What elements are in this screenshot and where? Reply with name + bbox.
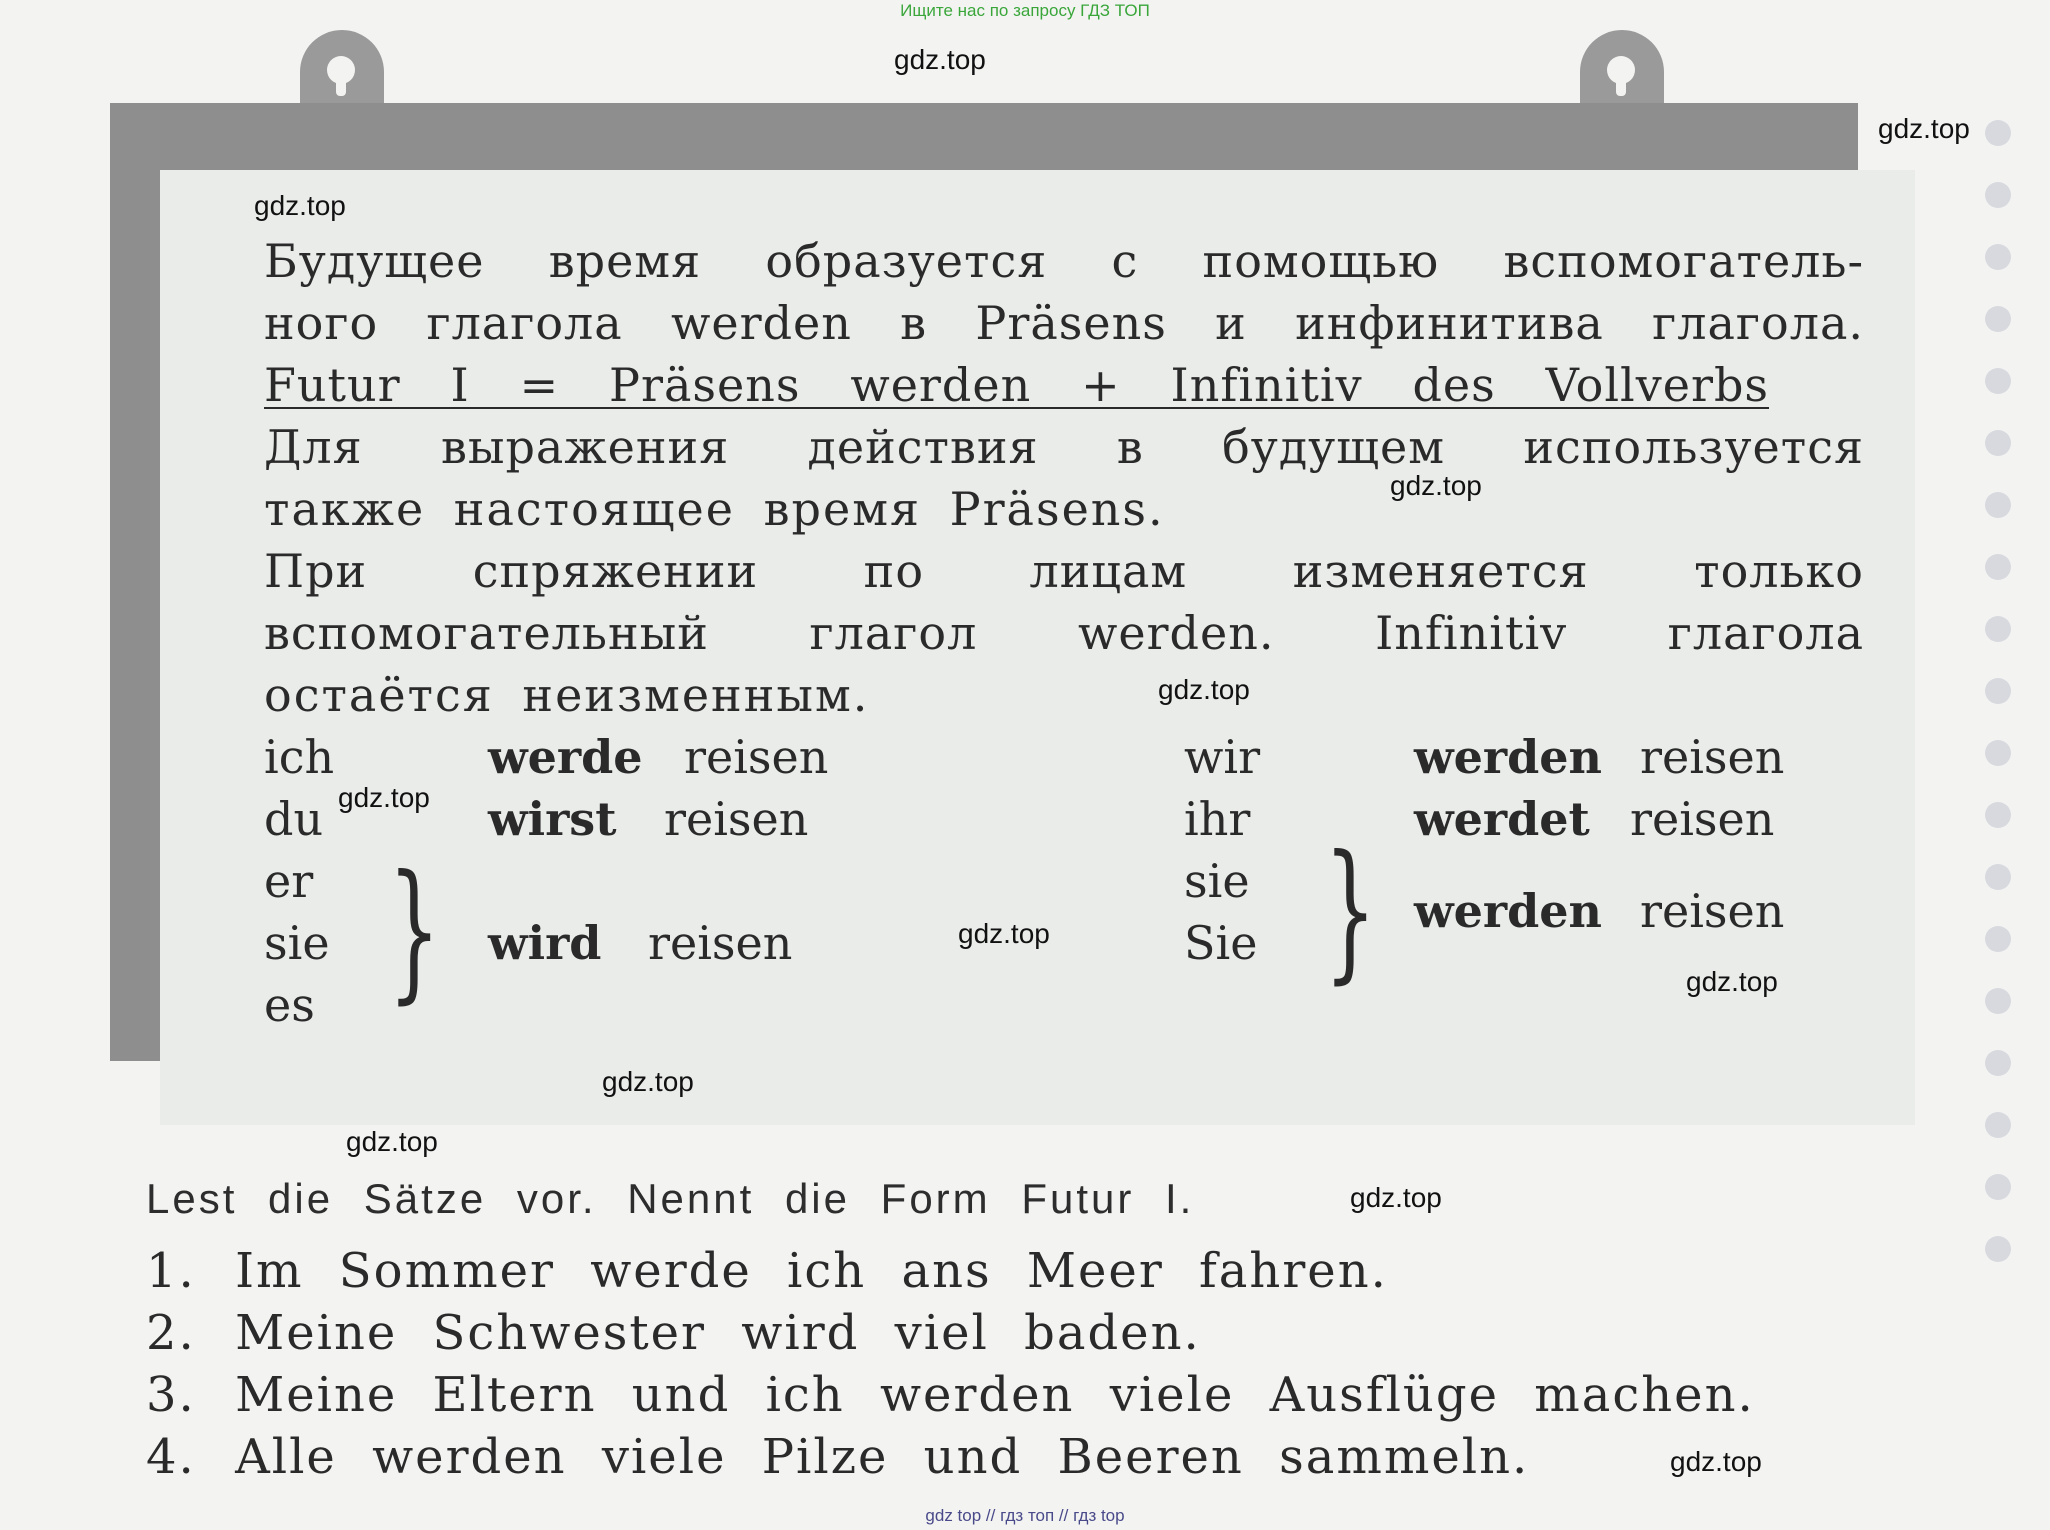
watermark: gdz.top (958, 918, 1050, 949)
pronoun: sie (1184, 854, 1250, 908)
watermark: gdz.top (1878, 113, 1970, 144)
rule-line: вспомогательный глагол werden. Infinitiv глагола (264, 606, 1864, 660)
auxiliary-verb: werden (1414, 730, 1602, 784)
watermark: gdz.top (894, 44, 986, 75)
exercise-instruction: Lest die Sätze vor. Nennt die Form Futur I. (146, 1175, 1195, 1222)
sentence-item: 1. Im Sommer werde ich ans Meer fahren. (146, 1243, 1388, 1299)
pronoun: sie (264, 916, 330, 970)
page-edge-dots (1985, 120, 2011, 1298)
infinitive: reisen (1640, 884, 1785, 938)
watermark: gdz.top (346, 1126, 438, 1157)
pronoun: Sie (1184, 916, 1258, 970)
conjugation-table (264, 726, 1864, 1046)
exercise-sentences (146, 1240, 1755, 1488)
auxiliary-verb: wirst (488, 792, 617, 846)
rule-line: ного глагола werden в Präsens и инфинитива глагола. (264, 296, 1864, 350)
sentence-item: 3. Meine Eltern und ich werden viele Ausflüge machen. (146, 1367, 1755, 1423)
watermark: gdz.top (602, 1066, 694, 1097)
infinitive: reisen (1640, 730, 1785, 784)
infinitive: reisen (684, 730, 829, 784)
auxiliary-verb: werdet (1414, 792, 1590, 846)
watermark: gdz.top (1670, 1446, 1762, 1477)
infinitive: reisen (1630, 792, 1775, 846)
pronoun: er (264, 854, 314, 908)
watermark: gdz.top (1686, 966, 1778, 997)
sentence-item: 4. Alle werden viele Pilze und Beeren sammeln. (146, 1429, 1530, 1485)
grammar-rule-text (264, 230, 1864, 726)
pronoun: ihr (1184, 792, 1251, 846)
watermark: gdz.top (1158, 674, 1250, 705)
pronoun: du (264, 792, 324, 846)
infinitive: reisen (648, 916, 793, 970)
auxiliary-verb: werden (1414, 884, 1602, 938)
rule-line: Будущее время образуется с помощью вспомогатель- (264, 234, 1864, 288)
pronoun: ich (264, 730, 335, 784)
right-brace: } (1324, 824, 1377, 998)
watermark: gdz.top (254, 190, 346, 221)
right-brace: } (388, 844, 441, 1018)
infinitive: reisen (664, 792, 809, 846)
rule-line: также настоящее время Präsens. (264, 482, 1165, 536)
rule-line: При спряжении по лицам изменяется только (264, 544, 1864, 598)
rule-formula: Futur I = Präsens werden + Infinitiv des Vollverbs (264, 358, 1769, 412)
bottom-banner[interactable]: gdz top // гдз топ // гдз top (925, 1506, 1125, 1525)
pronoun: es (264, 978, 315, 1032)
rule-line: Для выражения действия в будущем используется (264, 420, 1864, 474)
pronoun: wir (1184, 730, 1261, 784)
sentence-item: 2. Meine Schwester wird viel baden. (146, 1305, 1201, 1361)
watermark: gdz.top (1350, 1182, 1442, 1213)
top-banner[interactable]: Ищите нас по запросу ГДЗ ТОП (900, 1, 1150, 20)
auxiliary-verb: wird (488, 916, 602, 970)
watermark: gdz.top (338, 782, 430, 813)
watermark: gdz.top (1390, 470, 1482, 501)
rule-line: остаётся неизменным. (264, 668, 870, 722)
auxiliary-verb: werde (488, 730, 643, 784)
